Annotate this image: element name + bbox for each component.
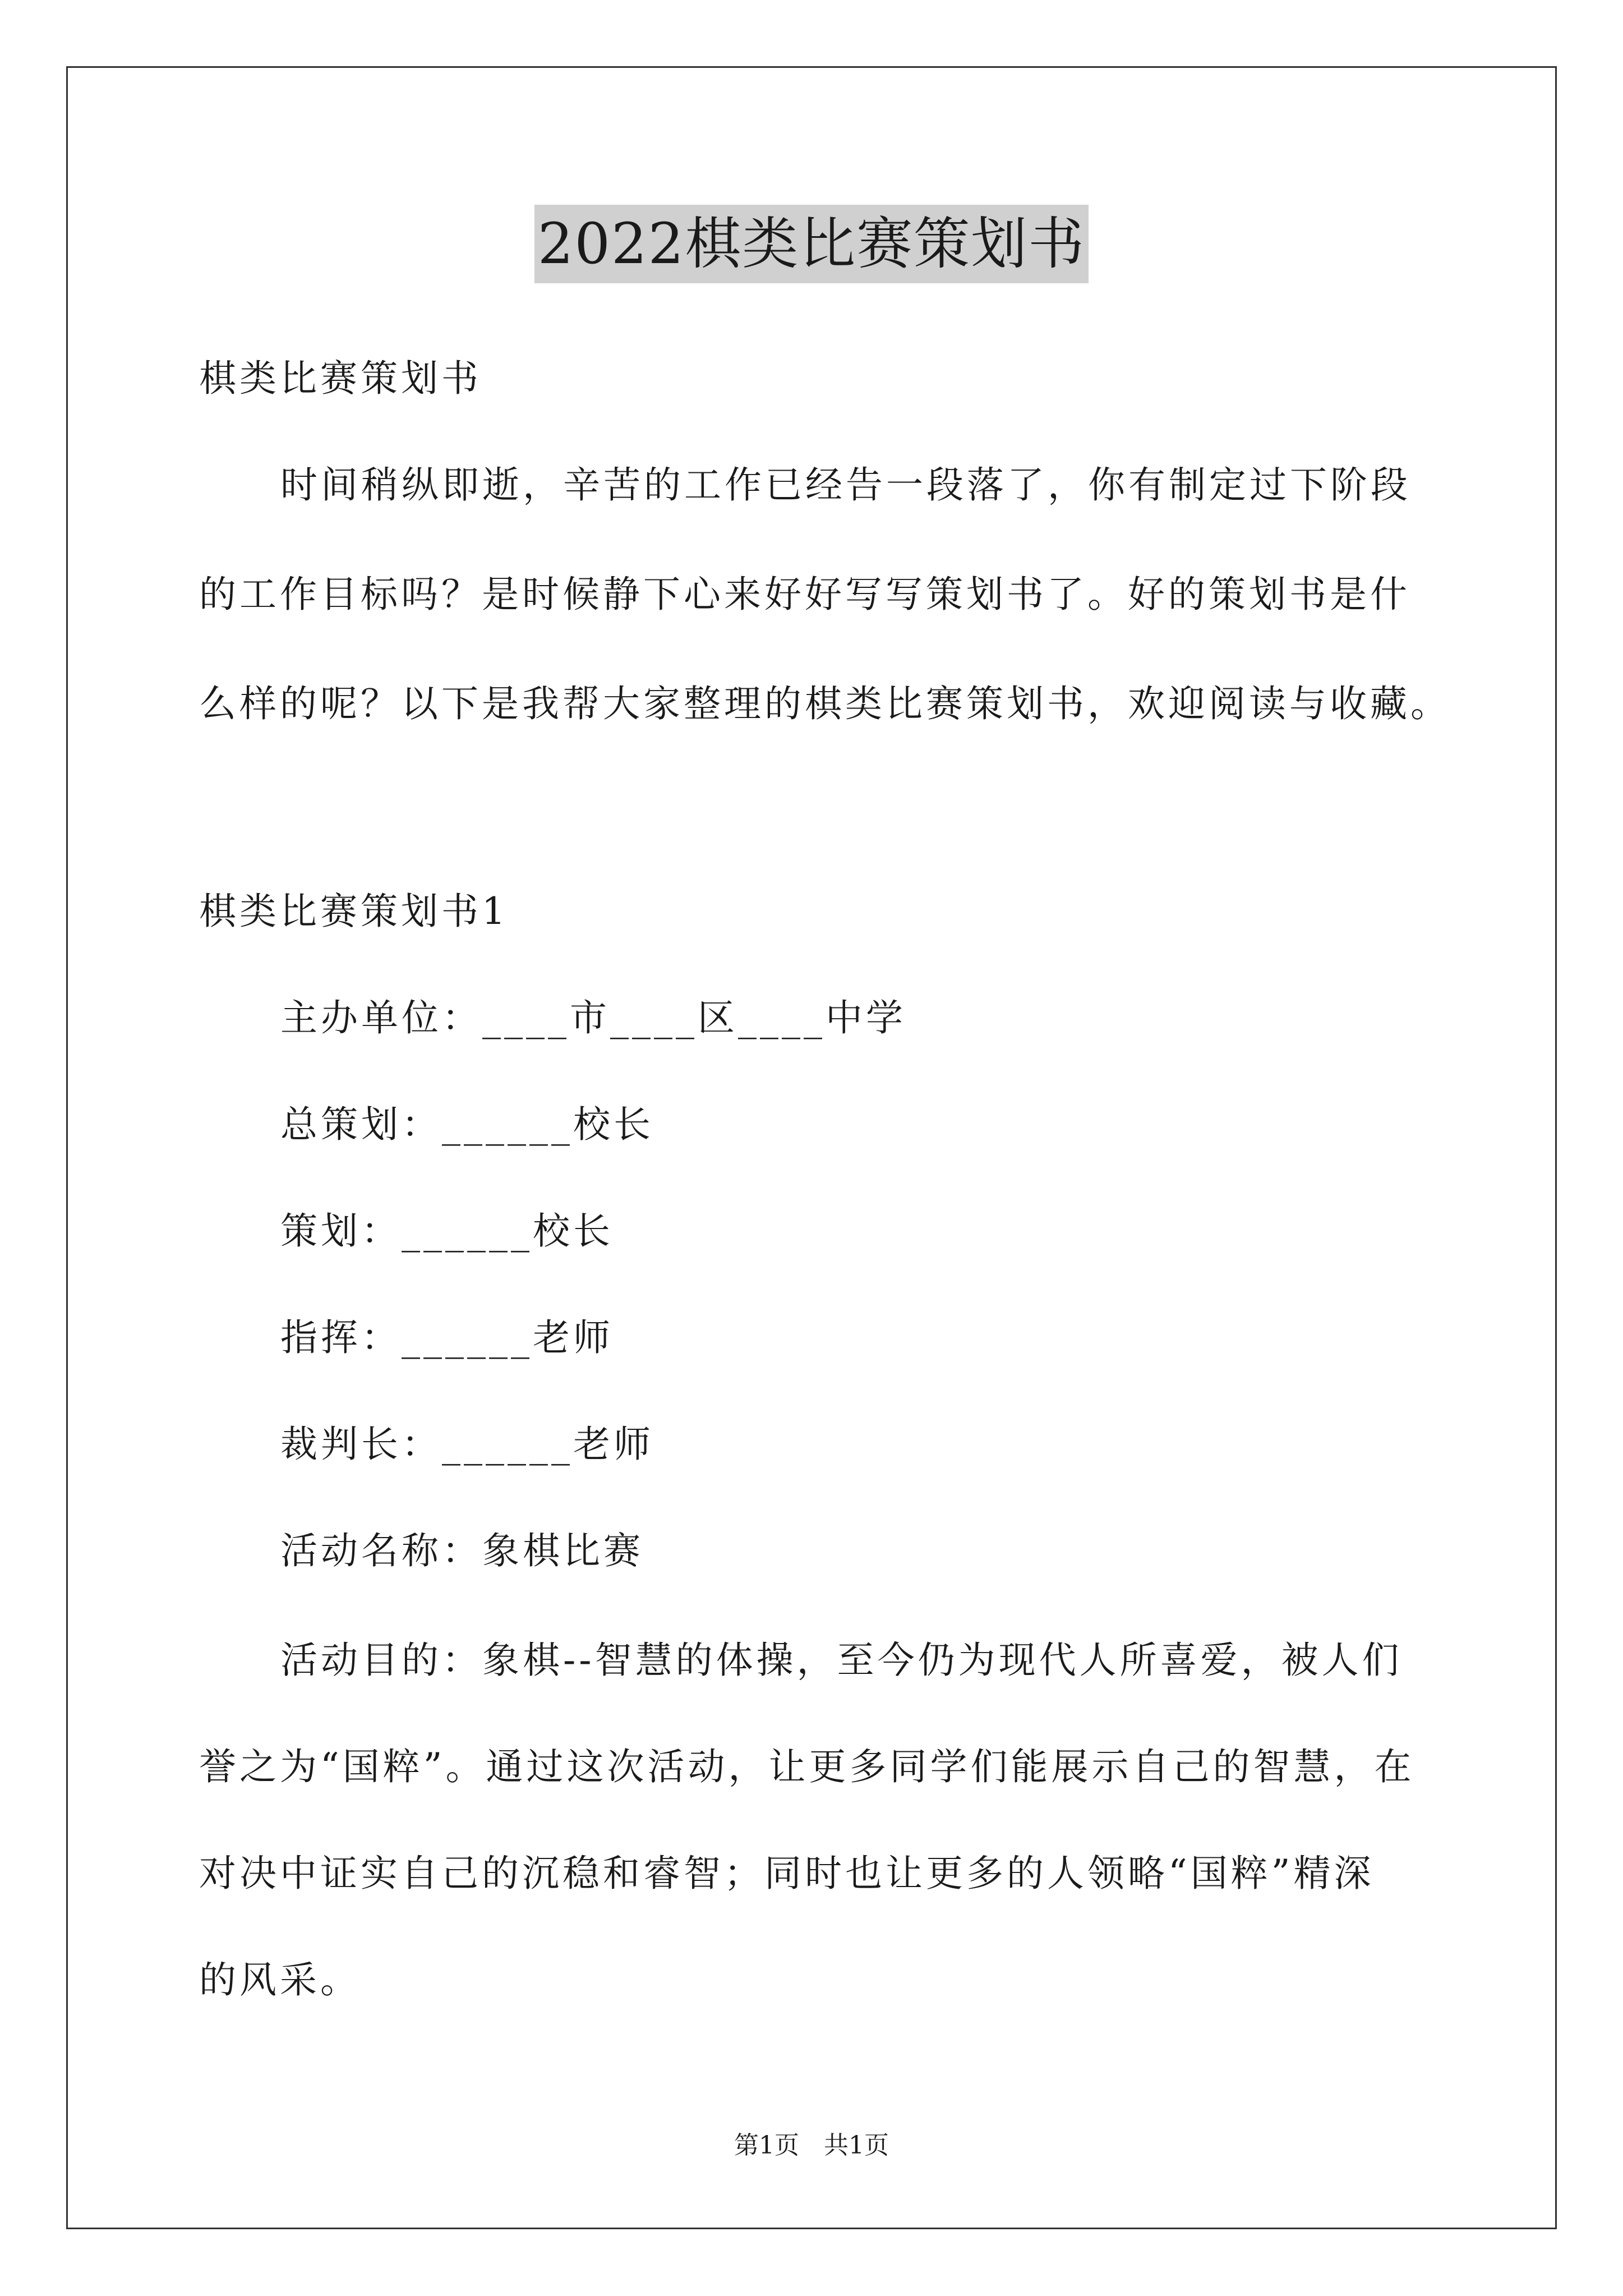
commander-line: 指挥：______老师 bbox=[280, 1316, 614, 1359]
document-subtitle: 棋类比赛策划书 bbox=[199, 357, 482, 400]
intro-line-2: 的工作目标吗？是时候静下心来好好写写策划书了。好的策划书是什 bbox=[199, 573, 1410, 616]
section-heading: 棋类比赛策划书1 bbox=[199, 890, 509, 933]
intro-line-1: 时间稍纵即逝，辛苦的工作已经告一段落了，你有制定过下阶段 bbox=[280, 463, 1411, 507]
activity-purpose-line-3: 对决中证实自己的沉稳和睿智；同时也让更多的人领略“国粹”精深 bbox=[199, 1852, 1375, 1895]
planner-line: 策划：______校长 bbox=[280, 1209, 614, 1253]
organizer-line: 主办单位：____市____区____中学 bbox=[280, 996, 906, 1039]
page-footer: 第1页 共1页 bbox=[734, 2131, 889, 2160]
intro-line-3: 么样的呢？以下是我帮大家整理的棋类比赛策划书，欢迎阅读与收藏。 bbox=[199, 682, 1451, 725]
title-container bbox=[0, 205, 1623, 283]
activity-purpose-line-2: 誉之为“国粹”。通过这次活动，让更多同学们能展示自己的智慧，在 bbox=[199, 1745, 1415, 1788]
document-title: 2022棋类比赛策划书 bbox=[534, 205, 1089, 283]
activity-purpose-line-1: 活动目的：象棋--智慧的体操，至今仍为现代人所喜爱，被人们 bbox=[280, 1639, 1403, 1682]
head-referee-line: 裁判长：______老师 bbox=[280, 1423, 654, 1466]
activity-purpose-line-4: 的风采。 bbox=[199, 1958, 361, 2001]
activity-name-line: 活动名称：象棋比赛 bbox=[280, 1529, 644, 1572]
chief-planner-line: 总策划：______校长 bbox=[280, 1103, 654, 1146]
